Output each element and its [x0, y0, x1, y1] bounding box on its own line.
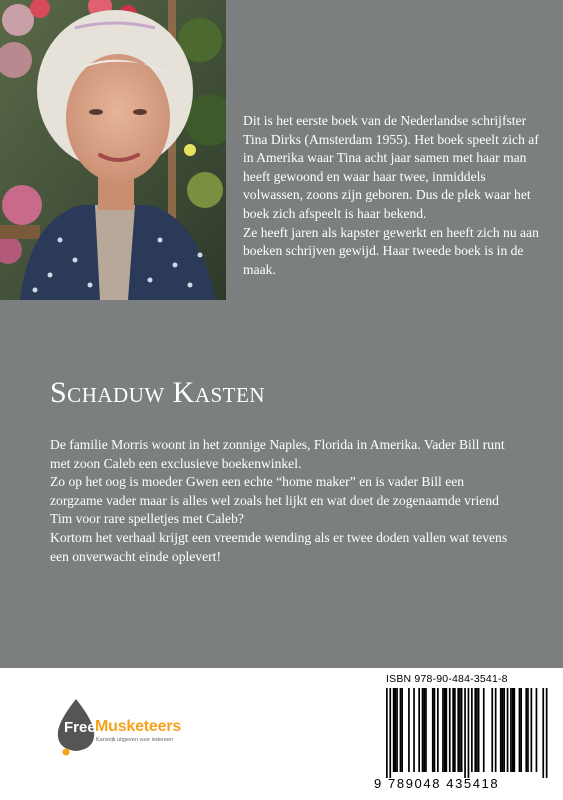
- barcode-bar: [423, 688, 425, 772]
- book-synopsis: [50, 436, 518, 566]
- barcode-bar: [519, 688, 521, 772]
- barcode-bar: [483, 688, 485, 772]
- barcode-bar: [459, 688, 461, 772]
- barcode-bar: [434, 688, 436, 772]
- barcode-bar: [457, 688, 459, 772]
- barcode-bar: [389, 688, 391, 778]
- publisher-name-free: Free: [64, 719, 96, 736]
- barcode-bar: [510, 688, 512, 772]
- barcode-bar: [527, 688, 529, 772]
- barcode-bar: [413, 688, 415, 772]
- barcode-bar: [425, 688, 427, 772]
- barcode-bar: [474, 688, 476, 772]
- author-bio: [243, 112, 548, 279]
- barcode-digits: 9 789048 435418: [374, 776, 500, 791]
- publisher-name-musketeers: Musketeers: [95, 718, 182, 735]
- barcode-bar: [400, 688, 402, 772]
- barcode-bar: [442, 688, 444, 772]
- barcode-bar: [422, 688, 424, 772]
- barcode-bar: [464, 688, 466, 778]
- barcode-bar: [395, 688, 397, 772]
- barcode-bar: [468, 688, 470, 778]
- barcode-bar: [546, 688, 548, 778]
- barcode-bar: [512, 688, 514, 772]
- barcode-bar: [500, 688, 502, 772]
- barcode-bar: [471, 688, 473, 772]
- isbn-label: ISBN 978-90-484-3541-8: [386, 673, 508, 685]
- barcode-bar: [520, 688, 522, 772]
- barcode-bar: [503, 688, 505, 772]
- barcode-bar: [461, 688, 463, 772]
- barcode-bar: [432, 688, 434, 772]
- synopsis-paragraph: Zo op het oog is moeder Gwen een echte “home maker” en is vader Bill een zorgzame vader maar is alles wel zoals het lijkt en wat doet de zogenaamde vriend Tim voor rare spelletjes met Caleb?: [50, 474, 499, 527]
- barcode-bar: [514, 688, 516, 772]
- bio-paragraph: Ze heeft jaren als kapster gewerkt en heeft zich nu aan boeken schrijven gewijd. Haar tweede boek is in de maak.: [243, 224, 539, 277]
- barcode-bar: [446, 688, 448, 772]
- barcode-bar: [525, 688, 527, 772]
- barcode-bar: [495, 688, 497, 772]
- barcode-bar: [478, 688, 480, 772]
- barcode: [376, 688, 548, 784]
- barcode-bar: [454, 688, 456, 772]
- book-title: Schaduw Kasten: [50, 376, 266, 409]
- barcode-bar: [449, 688, 451, 772]
- barcode-bar: [452, 688, 454, 772]
- barcode-bar: [507, 688, 509, 772]
- barcode-bar: [491, 688, 493, 772]
- synopsis-paragraph: De familie Morris woont in het zonnige Naples, Florida in Amerika. Vader Bill runt met zoon Caleb een exclusieve boekenwinkel.: [50, 437, 505, 471]
- publisher-tagline: Kansrijk uitgeven voor iedereen: [96, 737, 174, 743]
- bio-paragraph: Dit is het eerste boek van de Nederlandse schrijfster Tina Dirks (Amsterdam 1955). Het boek speelt zich af in Amerika waar Tina acht jaar samen met haar man heeft gewoond en waar haar twee, inmiddels volwassen, zoons zijn geboren. Dus de plek waar het boek zich afspeelt is haar bekend.: [243, 113, 539, 221]
- barcode-bar: [386, 688, 388, 778]
- barcode-bar: [476, 688, 478, 772]
- barcode-bar: [408, 688, 410, 772]
- barcode-bar: [444, 688, 446, 772]
- barcode-bar: [502, 688, 504, 772]
- publisher-logo: [54, 697, 214, 757]
- barcode-bar: [542, 688, 544, 778]
- barcode-bar: [536, 688, 538, 772]
- barcode-bar: [531, 688, 533, 772]
- barcode-bar: [401, 688, 403, 772]
- synopsis-paragraph: Kortom het verhaal krijgt een vreemde wending als er twee doden vallen wat tevens een onverwacht einde oplevert!: [50, 529, 508, 564]
- barcode-bar: [437, 688, 439, 772]
- barcode-bar: [393, 688, 395, 772]
- barcode-bar: [396, 688, 398, 772]
- barcode-bar: [418, 688, 420, 772]
- author-photo: [0, 0, 226, 300]
